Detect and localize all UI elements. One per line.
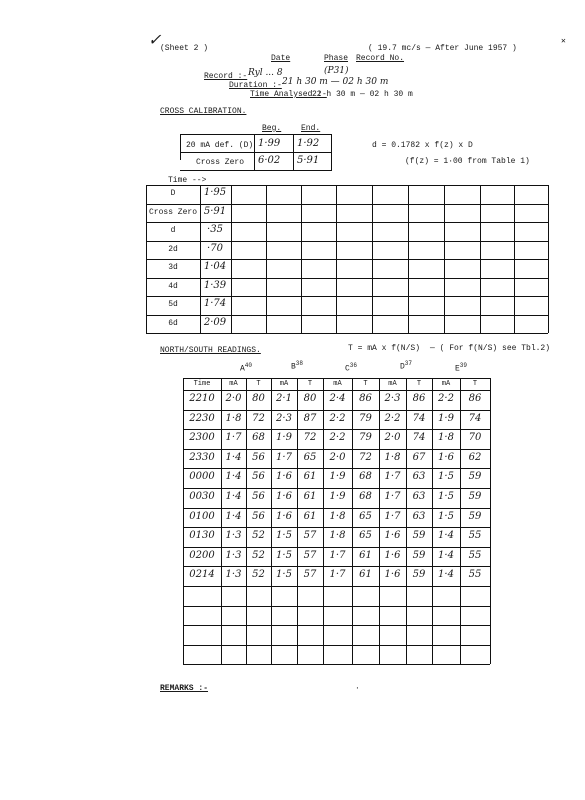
cal-row1-label: 20 mA def. (D) [186, 141, 254, 150]
ns-group-label: $D^{37}$ [399, 360, 412, 372]
ns-value-cell: 70 [468, 432, 482, 443]
beg-header: Beg. [262, 124, 282, 133]
ns-value-cell: 61 [303, 491, 317, 502]
ns-hline [183, 508, 490, 509]
ns-value-cell: 57 [303, 550, 317, 561]
ns-value-cell: 1·8 [329, 530, 346, 541]
ns-value-cell: 1·4 [225, 511, 242, 522]
grid-vline [444, 185, 445, 333]
cal-row-value: ·35 [207, 224, 223, 235]
ns-header-cell: mA [229, 380, 238, 388]
ns-hline [183, 410, 490, 411]
grid-vline [301, 185, 302, 333]
ns-header-cell: mA [279, 380, 289, 388]
grid-vline [548, 185, 549, 333]
ns-value-cell: 72 [303, 432, 317, 443]
ns-value-cell: 65 [303, 452, 317, 463]
ns-time-cell: 0030 [189, 491, 215, 502]
ns-hline [183, 606, 490, 607]
ns-value-cell: 52 [252, 569, 265, 580]
ns-value-cell: 61 [359, 569, 372, 580]
ns-vline [490, 378, 491, 664]
ns-hline [183, 468, 490, 469]
ns-value-cell: 52 [252, 550, 265, 561]
grid-hline [146, 204, 548, 205]
ns-value-cell: 68 [359, 491, 372, 502]
grid-hline [146, 185, 548, 186]
ns-value-cell: 56 [252, 471, 265, 482]
ns-value-cell: 1·7 [384, 511, 401, 522]
ns-value-cell: 59 [412, 530, 426, 541]
ns-value-cell: 2·4 [329, 393, 346, 404]
ns-value-cell: 74 [412, 432, 426, 443]
cal-row1-beg: 1·99 [258, 138, 281, 149]
ns-value-cell: 86 [412, 393, 426, 404]
ns-value-cell: 63 [412, 491, 426, 502]
ns-time-cell: 0214 [189, 569, 215, 580]
ns-value-cell: 1·6 [384, 530, 401, 541]
duration-value: 21 h 30 m — 02 h 30 m [282, 77, 389, 87]
cal-row-value: 2·09 [203, 317, 227, 328]
ns-value-cell: 1·8 [384, 452, 401, 463]
ns-value-cell: 1·8 [225, 413, 242, 424]
ns-value-cell: 52 [252, 530, 265, 541]
ns-group-label: $C^{36}$ [344, 362, 357, 374]
ns-value-cell: 56 [252, 511, 265, 522]
grid-vline [336, 185, 337, 333]
ns-value-cell: 55 [468, 550, 482, 561]
ns-time-cell: 0000 [189, 471, 215, 482]
ns-value-cell: 1·8 [329, 511, 346, 522]
ns-value-cell: 1·7 [276, 452, 292, 463]
ns-value-cell: 1·4 [438, 569, 454, 580]
cal-formula: d = 0.1782 x f(z) x D [372, 141, 473, 150]
grid-vline [408, 185, 409, 333]
fz-note: (f(z) = 1·00 from Table 1) [405, 157, 530, 166]
ns-group-label: $A^{40}$ [239, 362, 252, 374]
ns-value-cell: 59 [468, 511, 482, 522]
grid-hline [146, 296, 548, 297]
ns-value-cell: 1·4 [225, 491, 242, 502]
ns-value-cell: 1·5 [276, 530, 292, 541]
cal-row-label: D [170, 189, 176, 198]
cal-row-value: ·70 [207, 243, 223, 254]
grid-vline [514, 185, 515, 333]
ns-time-cell: 2300 [189, 432, 215, 443]
ns-value-cell: 1·5 [276, 550, 292, 561]
ns-header-cell: mA [388, 380, 397, 388]
ns-group-label: $E^{39}$ [454, 362, 467, 374]
ns-value-cell: 59 [468, 471, 482, 482]
ns-value-cell: 56 [252, 452, 265, 463]
time-analysed-value: 22 h 30 m — 02 h 30 m [312, 90, 413, 99]
ns-value-cell: 57 [303, 530, 317, 541]
ns-value-cell: 79 [359, 413, 372, 424]
ns-value-cell: 56 [252, 491, 265, 502]
ns-value-cell: 59 [412, 569, 426, 580]
ns-header-cell: mA [333, 380, 342, 388]
grid-hline [146, 241, 548, 242]
ns-value-cell: 1·7 [225, 432, 242, 443]
ns-value-cell: 1·4 [225, 452, 242, 463]
ns-value-cell: 55 [468, 569, 482, 580]
ns-value-cell: 1·4 [438, 530, 454, 541]
ns-value-cell: 63 [412, 511, 426, 522]
ns-time-cell: 0200 [189, 550, 215, 561]
ns-formula: T = mA x f(N/S) [348, 344, 421, 353]
ns-hline [183, 625, 490, 626]
ns-value-cell: 1·3 [225, 550, 242, 561]
ns-value-cell: 1·3 [225, 569, 242, 580]
stray-mark: · [355, 684, 360, 693]
ns-hline [183, 488, 490, 489]
ns-time-cell: 0100 [189, 511, 215, 522]
grid-vline [231, 185, 232, 333]
cal-row-label: d [170, 226, 176, 235]
grid-hline [146, 278, 548, 279]
ns-time-cell: 2210 [189, 393, 215, 404]
ns-value-cell: 1·9 [276, 432, 292, 443]
ns-value-cell: 2·0 [329, 452, 346, 463]
ns-value-cell: 2·0 [384, 432, 401, 443]
ns-value-cell: 2·0 [225, 393, 242, 404]
ns-value-cell: 1·6 [276, 491, 292, 502]
grid-hline [146, 259, 548, 260]
ns-value-cell: 1·7 [329, 550, 346, 561]
cal-row-value: 1·39 [203, 280, 227, 291]
grid-vline [372, 185, 373, 333]
cal-row-value: 1·95 [203, 187, 227, 198]
ns-value-cell: 74 [412, 413, 426, 424]
ns-header-cell: T [472, 380, 478, 388]
ns-header-cell: T [307, 380, 313, 388]
ns-value-cell: 1·5 [438, 471, 454, 482]
cross-cal-title: CROSS CALIBRATION. [160, 107, 247, 116]
cal-row-label: 3d [168, 263, 178, 272]
ns-time-cell: 2230 [189, 413, 215, 424]
ns-hline [183, 586, 490, 587]
ns-value-cell: 61 [303, 471, 317, 482]
ns-value-cell: 57 [303, 569, 317, 580]
record-value: Ryl ... 8 [248, 68, 283, 78]
ns-value-cell: 1·6 [276, 471, 292, 482]
ns-hline [183, 429, 490, 430]
ns-value-cell: 1·9 [438, 413, 454, 424]
ns-group-label: $B^{38}$ [290, 360, 303, 372]
time-arrow-label: Time --> [168, 176, 207, 185]
duration-label: Duration :- [229, 81, 282, 90]
ns-time-cell: 2330 [189, 452, 215, 463]
ns-header-cell: T [363, 380, 368, 388]
ns-value-cell: 72 [252, 413, 265, 424]
ns-value-cell: 63 [412, 471, 426, 482]
ns-hline [183, 645, 490, 646]
ns-value-cell: 1·7 [384, 491, 401, 502]
cal-row-label: 5d [168, 300, 178, 309]
cal-row-value: 5·91 [203, 206, 227, 217]
ns-value-cell: 74 [468, 413, 482, 424]
cal-row1-end: 1·92 [297, 138, 320, 149]
grid-vline [480, 185, 481, 333]
ns-value-cell: 68 [252, 432, 265, 443]
ns-header-cell: T [256, 380, 261, 388]
ns-value-cell: 65 [359, 530, 372, 541]
ns-value-cell: 67 [412, 452, 426, 463]
ns-value-cell: 61 [303, 511, 317, 522]
cal-row-label: 6d [168, 319, 178, 328]
ns-hline [183, 390, 490, 391]
ns-value-cell: 1·5 [276, 569, 292, 580]
remarks-label: REMARKS :- [160, 684, 209, 693]
rate-label: ( 19.7 mc/s — After June 1957 ) [368, 44, 517, 53]
ns-value-cell: 1·6 [384, 569, 401, 580]
ns-value-cell: 72 [359, 452, 372, 463]
ns-value-cell: 1·5 [438, 511, 454, 522]
ns-value-cell: 80 [252, 393, 265, 404]
ns-value-cell: 68 [359, 471, 372, 482]
cal-row2-end: 5·91 [297, 155, 320, 166]
grid-hline [146, 222, 548, 223]
ns-value-cell: 2·2 [329, 413, 346, 424]
record-label: Record :- [204, 72, 248, 81]
end-header: End. [301, 124, 321, 133]
ns-value-cell: 2·3 [384, 393, 401, 404]
ns-header-cell: mA [441, 380, 451, 388]
ns-value-cell: 61 [359, 550, 372, 561]
ns-value-cell: 62 [468, 452, 482, 463]
ns-value-cell: 59 [468, 491, 482, 502]
grid-vline [266, 185, 267, 333]
ns-top-line [183, 378, 490, 379]
ns-time-cell: 0130 [189, 530, 215, 541]
ns-title: NORTH/SOUTH READINGS. [160, 346, 261, 355]
cal-row-value: 1·74 [203, 298, 227, 309]
ns-value-cell: 1·9 [329, 471, 346, 482]
ns-value-cell: 1·4 [438, 550, 454, 561]
grid-hline [146, 315, 548, 316]
ns-value-cell: 1·7 [329, 569, 346, 580]
ns-value-cell: 2·2 [329, 432, 346, 443]
ns-hline [183, 547, 490, 548]
ns-value-cell: 1·4 [225, 471, 242, 482]
cal-row-label: Cross Zero [148, 208, 197, 217]
sheet-label: (Sheet 2 ) [160, 44, 209, 53]
ns-value-cell: 2·2 [438, 393, 454, 404]
ns-note: — ( For f(N/S) see Tbl.2) [430, 344, 551, 353]
ns-value-cell: 80 [303, 393, 317, 404]
ns-header-cell: Time [193, 380, 211, 388]
ns-value-cell: 1·7 [384, 471, 401, 482]
grid-hline [146, 333, 548, 334]
ns-value-cell: 65 [359, 511, 372, 522]
ns-value-cell: 55 [468, 530, 482, 541]
ns-value-cell: 2·3 [276, 413, 292, 424]
ns-hline [183, 449, 490, 450]
date-label: Date [271, 54, 291, 63]
ns-hline [183, 566, 490, 567]
ns-value-cell: 86 [359, 393, 372, 404]
ns-value-cell: 1·3 [225, 530, 242, 541]
ns-hline [183, 527, 490, 528]
ns-value-cell: 86 [468, 393, 482, 404]
corner-mark: ✕ [561, 37, 566, 46]
ns-value-cell: 1·6 [276, 511, 292, 522]
cal-row-label: 4d [168, 282, 178, 291]
record-no-value: (P31) [324, 66, 349, 76]
ns-value-cell: 87 [303, 413, 317, 424]
cal-row-value: 1·04 [203, 261, 227, 272]
ns-value-cell: 1·5 [438, 491, 454, 502]
cal-row2-beg: 6·02 [258, 155, 281, 166]
ns-value-cell: 1·9 [329, 491, 346, 502]
ns-value-cell: 1·6 [384, 550, 401, 561]
phase-label: Phase [324, 54, 349, 63]
tick-mark: ✓ [148, 30, 162, 49]
ns-value-cell: 1·8 [438, 432, 454, 443]
ns-value-cell: 79 [359, 432, 372, 443]
cal-row2-label: Cross Zero [196, 158, 245, 167]
ns-value-cell: 59 [412, 550, 426, 561]
ns-value-cell: 1·6 [438, 452, 454, 463]
ns-value-cell: 2·2 [384, 413, 401, 424]
cal-row-label: 2d [168, 245, 178, 254]
record-no-label: Record No. [356, 54, 405, 63]
time-analysed-label: Time Analysed :- [250, 90, 327, 99]
ns-value-cell: 2·1 [276, 393, 292, 404]
ns-header-cell: T [416, 380, 422, 388]
ns-hline [183, 664, 490, 665]
